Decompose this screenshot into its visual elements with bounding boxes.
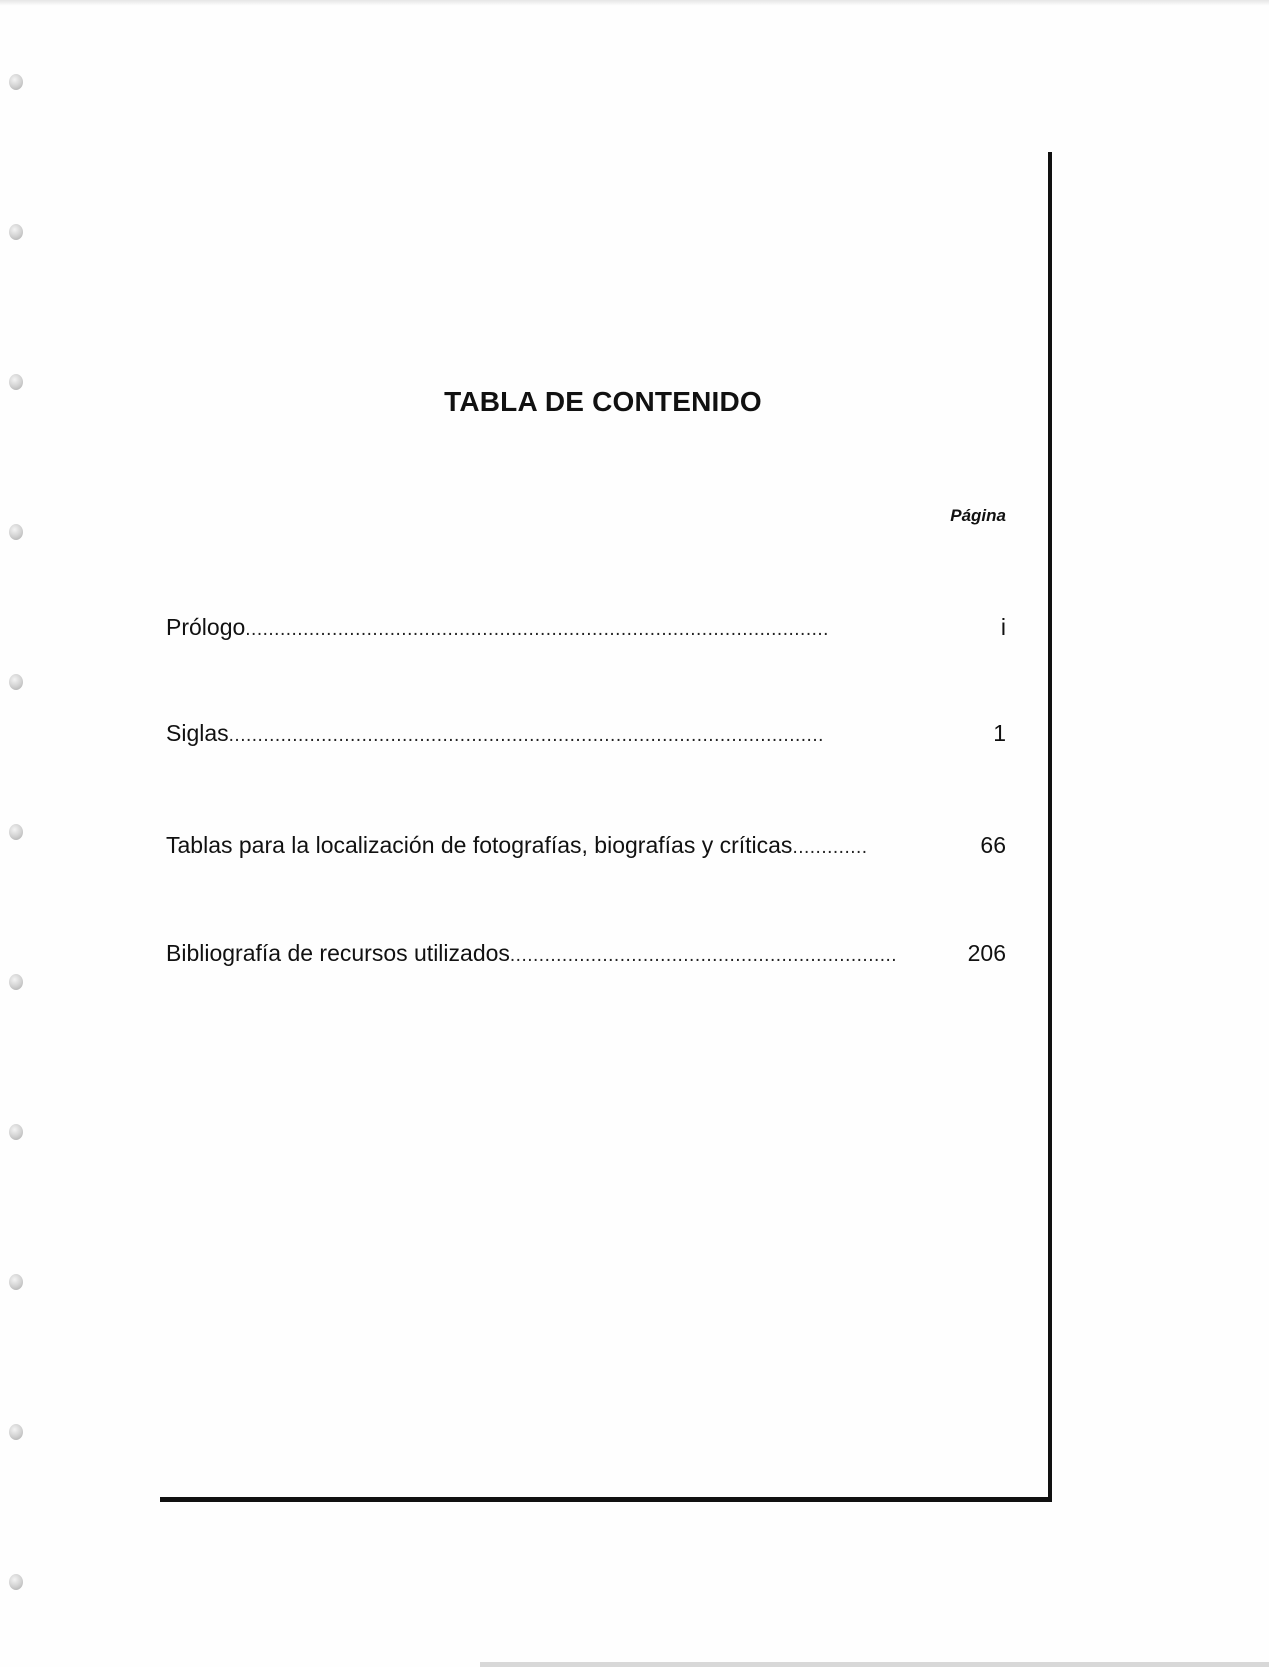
punch-hole (9, 674, 23, 690)
frame-right-border (1048, 152, 1052, 1502)
toc-entry-label: Prólogo (166, 614, 246, 640)
toc-entry-page: 66 (980, 832, 1006, 858)
toc-leader-dots: ..................................................................................................... (245, 619, 829, 640)
punch-hole (9, 824, 23, 840)
frame-bottom-border (160, 1497, 1052, 1502)
toc-entry[interactable] (166, 832, 1006, 859)
toc-leader-dots: ....................................................................................................... (228, 725, 824, 746)
toc-entry[interactable] (166, 614, 1006, 641)
punch-hole (9, 524, 23, 540)
toc-entry-page: 1 (993, 720, 1006, 746)
toc-leader-dots: ................................................................... (509, 945, 898, 966)
punch-hole (9, 1274, 23, 1290)
punch-hole (9, 974, 23, 990)
punch-hole (9, 74, 23, 90)
toc-entry-page: i (1000, 614, 1006, 640)
toc-entry-page: 206 (967, 940, 1006, 966)
punch-hole (9, 224, 23, 240)
page-column-header: Página (950, 506, 1006, 525)
scan-bottom-edge (480, 1662, 1269, 1667)
toc-leader-dots: ............. (792, 837, 868, 858)
toc-entry[interactable] (166, 720, 1006, 747)
scan-top-edge (0, 0, 1269, 6)
punch-hole (9, 1124, 23, 1140)
page-title: TABLA DE CONTENIDO (444, 386, 762, 417)
punch-hole (9, 1424, 23, 1440)
toc-entry-label: Tablas para la localización de fotografías, biografías y críticas (166, 832, 793, 858)
toc-entry[interactable] (166, 940, 1006, 967)
punch-hole (9, 1574, 23, 1590)
toc-entry-label: Bibliografía de recursos utilizados (166, 940, 510, 966)
toc-entry-label: Siglas (166, 720, 229, 746)
